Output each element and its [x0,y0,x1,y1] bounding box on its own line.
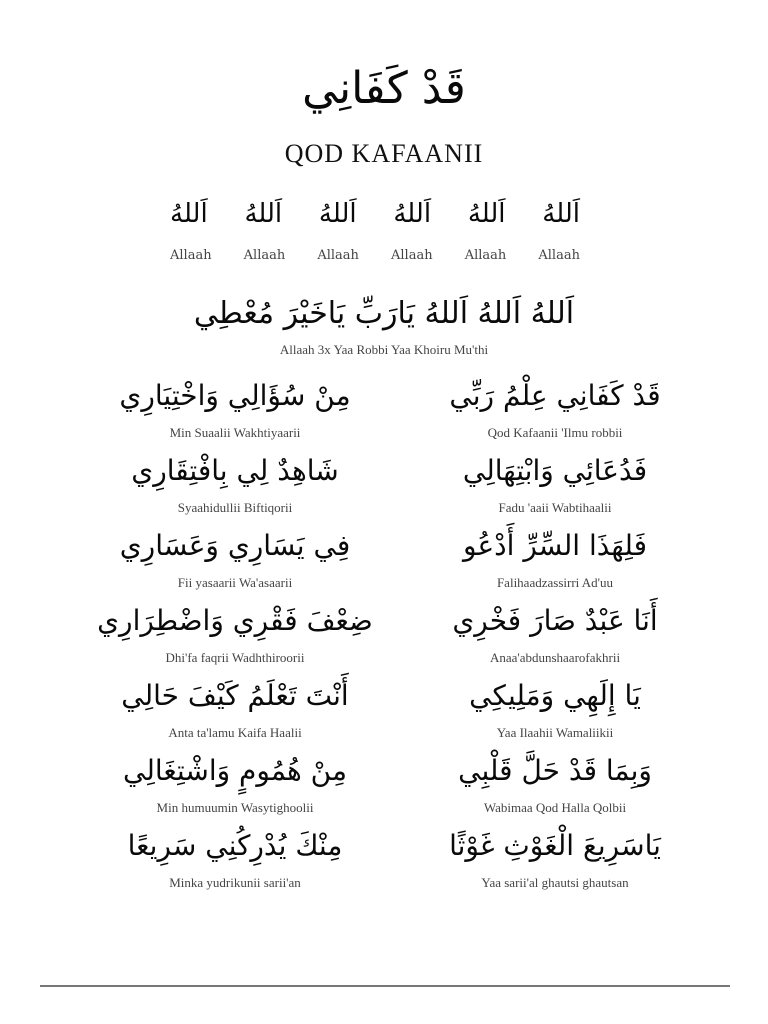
verse-latin: Yaa Ilaahii Wamaliikii [496,725,614,740]
verse-latin: Qod Kafaanii 'Ilmu robbii [487,425,623,440]
allah-latin-row [170,248,580,263]
verse-latin: Wabimaa Qod Halla Qolbii [483,800,627,815]
title-latin: QOD KAFAANII [284,139,484,168]
couplet-right-half [405,745,705,817]
verse-latin: Dhi'fa faqrii Wadhthiroorii [165,650,305,665]
couplet [60,745,710,820]
verse-arabic: أَنَا عَبْدٌ صَارَ فَخْرِي [452,604,658,637]
allah-arabic-word: اَللهُ [318,199,357,229]
couplet-left-half [85,370,385,442]
bottom-rule [40,985,730,987]
allah-latin-word: Allaah [391,248,433,263]
allah-arabic-row [170,190,580,238]
allah-arabic-word: اَللهُ [467,199,506,229]
verse-latin: Anta ta'lamu Kaifa Haalii [168,725,302,740]
verse-latin: Min humuumin Wasytighoolii [156,800,314,815]
couplet-left-half [85,820,385,892]
verse-arabic: يَاسَرِيعَ الْغَوْثِ غَوْثًا [449,829,661,862]
verse-latin: Anaa'abdunshaarofakhrii [489,650,621,665]
allah-arabic-word: اَللهُ [244,199,283,229]
verse-arabic: ضِعْفَ فَقْرِي وَاضْطِرَارِي [97,604,373,637]
couplet-right-half [405,820,705,892]
couplet [60,595,710,670]
couplet [60,370,710,445]
allah-latin-word: Allaah [170,248,212,263]
verse-arabic: شَاهِدٌ لِي بِافْتِقَارِي [131,454,339,487]
couplet-right-half [405,520,705,592]
verse-latin: Minka yudrikunii sarii'an [169,875,301,890]
allah-arabic-word: اَللهُ [542,199,580,229]
couplet [60,520,710,595]
verse-arabic: مِنْ هُمُومٍ وَاشْتِغَالِي [123,754,347,787]
verse-latin: Fii yasaarii Wa'asaarii [177,575,293,590]
couplet-right-half [405,445,705,517]
couplet-left-half [85,595,385,667]
verse-arabic: فَلِهَذَا السِّرِّ أَدْعُو [463,529,647,562]
verse-arabic: يَا إِلَهِي وَمَلِيكِي [469,679,641,712]
verse-latin: Syaahidullii Biftiqorii [177,500,293,515]
allah-arabic-word: اَللهُ [170,199,208,229]
couplet [60,820,710,895]
verse-arabic: فَدُعَائِي وَابْتِهَالِي [462,454,648,487]
verse-latin: Falihaadzassirri Ad'uu [496,575,614,590]
verse-latin: Min Suaalii Wakhtiyaarii [169,425,301,440]
couplet [60,670,710,745]
dua-latin: Allaah 3x Yaa Robbi Yaa Khoiru Mu'thi [279,342,489,357]
couplet-list [60,370,710,895]
title-arabic: قَدْ كَفَانِي [302,63,466,114]
allah-latin-word: Allaah [317,248,359,263]
verse-latin: Fadu 'aaii Wabtihaalii [498,500,612,515]
couplet-left-half [85,745,385,817]
couplet-right-half [405,595,705,667]
couplet-left-half [85,520,385,592]
verse-arabic: قَدْ كَفَانِي عِلْمُ رَبِّي [449,379,661,412]
verse-latin: Yaa sarii'al ghautsi ghautsan [481,875,629,890]
couplet-left-half [85,445,385,517]
dua-arabic: اَللهُ اَللهُ اَللهُ يَارَبِّ يَاخَيْرَ مُعْطِي [193,296,575,331]
allah-latin-word: Allaah [464,248,507,263]
verse-arabic: أَنْتَ تَعْلَمُ كَيْفَ حَالِي [121,679,349,712]
allah-latin-word: Allaah [243,248,286,263]
allah-latin-word: Allaah [538,248,580,263]
couplet-right-half [405,670,705,742]
allah-arabic-word: اَللهُ [393,199,432,229]
couplet-right-half [405,370,705,442]
verse-arabic: مِنْ سُؤَالِي وَاخْتِيَارِي [119,379,351,412]
verse-arabic: فِي يَسَارِي وَعَسَارِي [119,529,351,562]
couplet-left-half [85,670,385,742]
couplet [60,445,710,520]
verse-arabic: مِنْكَ يُدْرِكُنِي سَرِيعًا [127,829,343,862]
verse-arabic: وَبِمَا قَدْ حَلَّ قَلْبِي [458,754,652,787]
